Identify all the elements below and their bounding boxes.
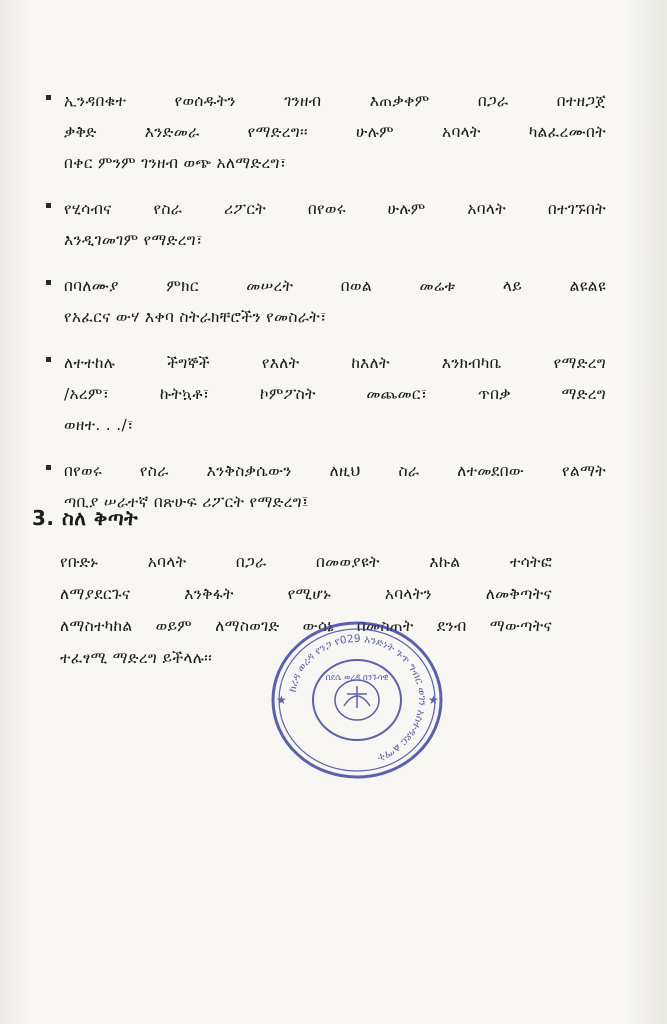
bullet-marker	[46, 280, 51, 285]
paragraph-line: ለማስተካከል ወይም ለማስወገድ ውሳኔ በመስጠት ደንብ ማውጣትና	[60, 617, 552, 635]
stamp-outer-text: ከረዳ ወረዳ የንጋ የ029 አንድነት ጉጥ ግብር ወገን አስተዳደር ልማት	[286, 632, 429, 764]
bullet-marker	[46, 465, 51, 470]
bullet-marker	[46, 357, 51, 362]
bullet-text-line: እንዲገመገም የማድረግ፣	[64, 231, 203, 249]
bullet-text-line: ለተተከሉ ችግኞች የእለት ከእለት እንክብካቤ የማድረግ	[64, 354, 606, 372]
star-icon: ★	[428, 693, 439, 707]
bullet-text-line: በቀር ምንም ገንዘብ ወጭ አለማድረግ፣	[64, 154, 287, 172]
bullet-item	[46, 271, 606, 333]
paragraph-line: ለማያደርጉና እንቅፋት የሚሆኑ አባላትን ለመቅጣትና	[60, 585, 552, 603]
bullet-item	[46, 86, 606, 179]
bullet-marker	[46, 95, 51, 100]
emblem-icon-detail	[344, 686, 370, 708]
bullet-text-line: የሂሳብና የስራ ሪፖርት በየወሩ ሁሉም አባላት በተገኙበት	[64, 200, 606, 218]
bullet-text-line: በየወሩ የስራ እንቅስቃሴውን ለዚህ ስራ ለተመደበው የልማት	[64, 462, 606, 480]
stamp-inner-text: በደሴ ወረዳ በንጉሳዊ	[325, 673, 389, 683]
bullet-text-line: የአፈርና ውሃ እቀባ ስትራክቸሮችን የመስራት፣	[64, 308, 327, 326]
star-icon: ★	[276, 693, 287, 707]
bullet-text-line: በባለሙያ ምክር መሠረት በወል መሬቱ ላይ ልዩልዩ	[64, 277, 606, 295]
section-heading	[32, 506, 138, 530]
bullet-text-line: /አረም፣ ኩትኳቶ፣ ኮምፖስት መጨመር፣ ጥበቃ ማድረግ	[64, 385, 606, 403]
bullet-text-line: ቃቅድ እንድመራ የማድረግ፡፡ ሁሉም አባላት ካልፈረሙበት	[64, 123, 606, 141]
bullet-text-line: ጣቢያ ሠራተኛ በጽሁፍ ሪፖርት የማድረግ፤	[64, 493, 309, 511]
paragraph-line: የቡድኑ አባላት በጋራ በመወያዩት እኩል ተሳትፎ	[60, 553, 552, 571]
paragraph-line: ተፈፃሚ ማድረግ ይችላሉ፡፡	[60, 649, 213, 667]
section-title: ስለ ቅጣት	[61, 506, 139, 530]
bullet-list	[46, 86, 606, 533]
bullet-item	[46, 348, 606, 441]
bullet-marker	[46, 203, 51, 208]
bullet-text-line: ወዘተ. . ./፣	[64, 416, 134, 434]
bullet-text-line: ኢንዳበቁተ የወሰዱትን ገንዘብ እጠቃቀም በጋራ በተዘጋጀ	[64, 92, 606, 110]
official-stamp	[262, 620, 452, 780]
section-number: 3.	[32, 506, 55, 530]
bullet-item	[46, 194, 606, 256]
